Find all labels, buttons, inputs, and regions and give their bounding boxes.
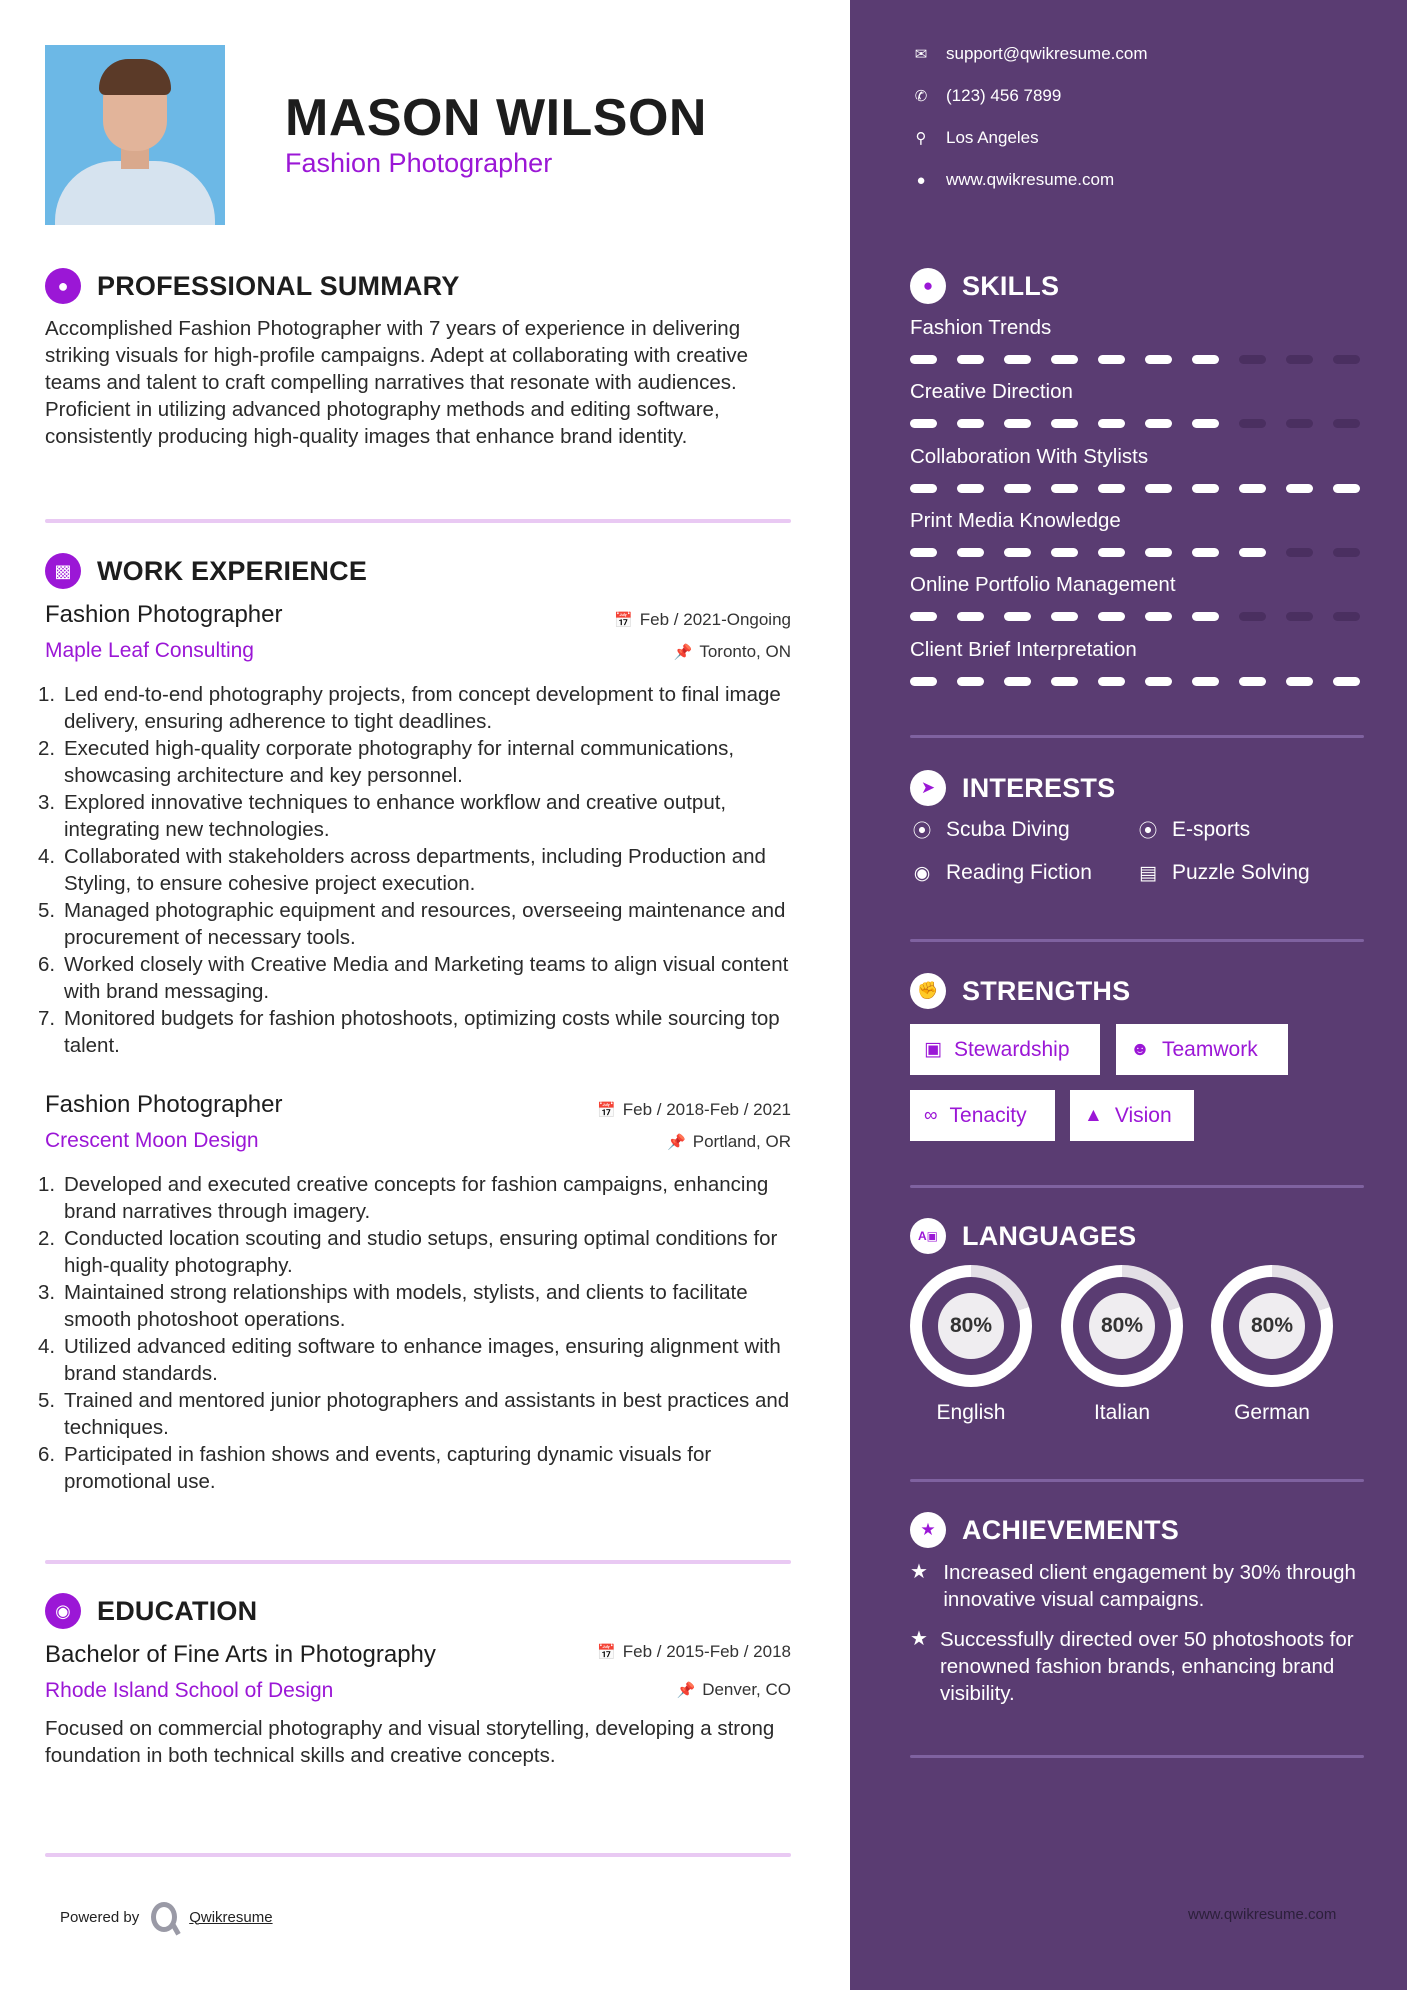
candidate-name: MASON WILSON xyxy=(285,89,707,147)
skill-dot xyxy=(1098,548,1125,557)
lifebuoy-icon: ⦿ xyxy=(1138,821,1158,842)
globe-icon: ● xyxy=(916,171,926,189)
achievement-text: Successfully directed over 50 photoshoots for renowned fashion brands, enhancing brand visibility. xyxy=(939,1628,1354,1705)
sidebar-divider xyxy=(910,1755,1364,1758)
achievement-item xyxy=(910,1626,1370,1707)
skill-name: Client Brief Interpretation xyxy=(910,638,1137,661)
skill-dot xyxy=(1098,355,1125,364)
interest-item xyxy=(910,816,1070,843)
language-name: Italian xyxy=(1093,1401,1151,1424)
education-title: EDUCATION xyxy=(97,1595,258,1626)
language-item xyxy=(1211,1265,1333,1425)
skill-dot xyxy=(1004,355,1031,364)
section-divider xyxy=(45,1560,791,1564)
skill-dot xyxy=(1239,677,1266,686)
skill-dot xyxy=(910,612,937,621)
job-dates xyxy=(614,610,791,630)
skill-name: Print Media Knowledge xyxy=(910,509,1121,532)
skill-dot xyxy=(910,355,937,364)
interest-item xyxy=(1136,816,1250,843)
fist-icon: ✊ xyxy=(910,973,946,1009)
interest-label: Puzzle Solving xyxy=(1172,861,1310,884)
contact-website[interactable] xyxy=(910,170,1114,190)
skill-item xyxy=(910,380,1370,428)
list-item: Utilized advanced editing software to enhance images, ensuring alignment with brand standards. xyxy=(64,1335,781,1385)
qwikresume-link[interactable]: Qwikresume xyxy=(189,1908,273,1926)
photo-shirt xyxy=(55,161,215,225)
translate-icon: A▣ xyxy=(910,1218,946,1254)
phone-icon: ✆ xyxy=(914,88,928,105)
graduate-icon: ◉ xyxy=(45,1593,81,1629)
achievement-text: Increased client engagement by 30% through innovative visual campaigns. xyxy=(943,1561,1356,1611)
skill-dot xyxy=(1192,355,1219,364)
skill-dot xyxy=(957,419,984,428)
school-name: Rhode Island School of Design xyxy=(45,1679,334,1702)
section-divider xyxy=(45,519,791,523)
location-pin-icon: ⚲ xyxy=(915,130,927,147)
skill-dot xyxy=(1192,612,1219,621)
envelope-icon: ✉ xyxy=(914,46,928,63)
calendar-icon: 📅 xyxy=(614,612,633,629)
skill-dot xyxy=(1333,548,1360,557)
skill-dot xyxy=(1192,484,1219,493)
skill-dot xyxy=(1239,484,1266,493)
skill-name: Collaboration With Stylists xyxy=(910,445,1149,468)
language-progress-ring xyxy=(1211,1265,1333,1387)
experience-heading xyxy=(45,553,367,589)
education-dates xyxy=(597,1642,791,1662)
skill-dot xyxy=(1145,612,1172,621)
skill-rating xyxy=(910,612,1370,621)
skill-dot xyxy=(1192,548,1219,557)
education-dates-text: Feb / 2015-Feb / 2018 xyxy=(622,1642,791,1661)
job-dates xyxy=(597,1100,791,1120)
skill-item xyxy=(910,445,1370,493)
skill-dot xyxy=(910,419,937,428)
language-item xyxy=(910,1265,1032,1425)
list-item: Monitored budgets for fashion photoshoots, optimizing costs while sourcing top talent. xyxy=(64,1007,780,1057)
list-item: Managed photographic equipment and resources, overseeing maintenance and procurement of necessary tools. xyxy=(64,899,786,949)
education-heading xyxy=(45,1593,257,1629)
pushpin-icon: 📌 xyxy=(673,644,693,661)
paper-plane-icon: ➤ xyxy=(910,770,946,806)
skill-dot xyxy=(1333,419,1360,428)
interests-heading xyxy=(910,770,1115,806)
briefcase-icon: ▣ xyxy=(924,1039,942,1060)
skill-dot xyxy=(1286,419,1313,428)
job-dates-text: Feb / 2018-Feb / 2021 xyxy=(622,1100,791,1119)
skill-dot xyxy=(1145,548,1172,557)
pushpin-icon: 📌 xyxy=(667,1134,686,1151)
strength-chip xyxy=(910,1024,1100,1075)
skill-dot xyxy=(1051,355,1078,364)
office-chair-icon: ▩ xyxy=(45,553,81,589)
sidebar-divider xyxy=(910,735,1364,738)
list-item: Participated in fashion shows and events, capturing dynamic visuals for promotional use. xyxy=(64,1443,712,1493)
language-name: German xyxy=(1234,1401,1310,1424)
achievements-title: ACHIEVEMENTS xyxy=(962,1514,1179,1545)
skill-dot xyxy=(910,484,937,493)
list-item: Developed and executed creative concepts for fashion campaigns, enhancing brand narratives through imagery. xyxy=(64,1173,769,1223)
language-name: English xyxy=(936,1401,1006,1424)
sidebar-divider xyxy=(910,1185,1364,1188)
contact-location-text: Los Angeles xyxy=(946,128,1039,147)
list-item: Conducted location scouting and studio setups, ensuring optimal conditions for high-quality photography. xyxy=(64,1227,778,1277)
skill-name: Creative Direction xyxy=(910,380,1073,403)
calendar-icon: 📅 xyxy=(597,1102,616,1119)
qwikresume-logo-icon xyxy=(151,1902,177,1932)
skills-heading xyxy=(910,268,1059,304)
gamepad-icon: ◉ xyxy=(913,862,931,884)
skill-dot xyxy=(1286,484,1313,493)
list-item: Explored innovative techniques to enhance workflow and creative output, integrating new technologies. xyxy=(64,791,727,841)
skill-rating xyxy=(910,677,1370,686)
summary-heading xyxy=(45,268,460,304)
strength-label: Vision xyxy=(1114,1103,1172,1127)
shooting-star-icon: ★ xyxy=(910,1628,928,1650)
skill-rating xyxy=(910,355,1370,364)
language-percent: 80% xyxy=(1089,1293,1155,1359)
languages-title: LANGUAGES xyxy=(962,1220,1137,1251)
skill-dot xyxy=(1333,355,1360,364)
skill-dot xyxy=(1286,355,1313,364)
skill-dot xyxy=(1192,677,1219,686)
contact-website-text: www.qwikresume.com xyxy=(946,170,1115,189)
skill-rating xyxy=(910,484,1370,493)
degree-title: Bachelor of Fine Arts in Photography xyxy=(45,1641,436,1668)
skill-dot xyxy=(1145,677,1172,686)
skill-dot xyxy=(1286,548,1313,557)
job-location xyxy=(674,642,791,662)
skill-item xyxy=(910,316,1370,364)
pushpin-icon: 📌 xyxy=(676,1682,696,1699)
lifebuoy-icon: ⦿ xyxy=(912,821,932,842)
interest-item xyxy=(910,861,1092,885)
skill-dot xyxy=(1192,419,1219,428)
list-item: Led end-to-end photography projects, from concept development to final image delivery, ensuring adherence to tight deadlines. xyxy=(64,683,781,733)
skill-dot xyxy=(1051,484,1078,493)
shooting-star-icon: ★ xyxy=(910,1512,946,1548)
skill-dot xyxy=(1004,484,1031,493)
language-item xyxy=(1061,1265,1183,1425)
skill-dot xyxy=(1145,484,1172,493)
skill-dot xyxy=(1145,355,1172,364)
strength-label: Stewardship xyxy=(953,1037,1070,1061)
summary-text: Accomplished Fashion Photographer with 7 years of experience in delivering striking visuals for high-profile campaigns. Adept at collaborating with creative teams and talent to craft compelling narratives that resonate with audiences. Proficient in utilizing advanced photography methods and editing software, consistently producing high-quality images that enhance brand identity. xyxy=(45,317,749,448)
summary-title: PROFESSIONAL SUMMARY xyxy=(97,270,460,301)
skill-dot xyxy=(1051,548,1078,557)
contact-location xyxy=(910,128,1039,148)
strength-label: Tenacity xyxy=(949,1103,1027,1127)
strengths-title: STRENGTHS xyxy=(962,975,1131,1006)
skill-dot xyxy=(957,355,984,364)
skills-title: SKILLS xyxy=(962,270,1060,301)
skill-dot xyxy=(1098,677,1125,686)
skill-dot xyxy=(1004,612,1031,621)
strength-chip xyxy=(1070,1090,1194,1141)
interest-label: E-sports xyxy=(1172,817,1251,841)
experience-title: WORK EXPERIENCE xyxy=(97,555,368,586)
skill-dot xyxy=(910,548,937,557)
photo-hair xyxy=(99,59,171,95)
book-icon: ▤ xyxy=(1139,862,1157,884)
skill-item xyxy=(910,509,1370,557)
job-bullets xyxy=(38,681,800,1059)
interests-title: INTERESTS xyxy=(962,772,1116,803)
list-item: Worked closely with Creative Media and Marketing teams to align visual content with brand messaging. xyxy=(64,953,789,1003)
job-title: Fashion Photographer xyxy=(45,601,283,628)
skill-dot xyxy=(957,548,984,557)
skill-item xyxy=(910,638,1370,686)
languages-heading xyxy=(910,1218,1136,1254)
education-location xyxy=(677,1680,792,1700)
job-bullets xyxy=(38,1171,800,1495)
binoculars-icon: ▲ xyxy=(1084,1104,1103,1126)
skill-rating xyxy=(910,419,1370,428)
skill-dot xyxy=(1286,612,1313,621)
section-divider xyxy=(45,1853,791,1857)
skill-dot xyxy=(910,677,937,686)
language-progress-ring xyxy=(1061,1265,1183,1387)
sidebar-divider xyxy=(910,1479,1364,1482)
skill-dot xyxy=(1004,548,1031,557)
job-location-text: Toronto, ON xyxy=(699,642,791,661)
contact-phone[interactable] xyxy=(910,86,1061,106)
achievement-item xyxy=(910,1559,1370,1613)
contact-phone-text: (123) 456 7899 xyxy=(946,86,1062,105)
achievements-heading xyxy=(910,1512,1179,1548)
candidate-title: Fashion Photographer xyxy=(285,148,553,178)
education-location-text: Denver, CO xyxy=(702,1680,791,1699)
skill-name: Online Portfolio Management xyxy=(910,573,1176,596)
powered-by-label: Powered by xyxy=(60,1908,140,1926)
list-item: Collaborated with stakeholders across departments, including Production and Styling, to ensure cohesive project execution. xyxy=(64,845,766,895)
skill-dot xyxy=(1145,419,1172,428)
skill-dot xyxy=(1051,677,1078,686)
lightbulb-icon: ● xyxy=(910,268,946,304)
skill-dot xyxy=(1239,548,1266,557)
skill-dot xyxy=(1239,355,1266,364)
list-item: Executed high-quality corporate photography for internal communications, showcasing architecture and key personnel. xyxy=(64,737,735,787)
profile-photo xyxy=(45,45,225,225)
user-icon: ● xyxy=(45,268,81,304)
language-percent: 80% xyxy=(938,1293,1004,1359)
sidebar-divider xyxy=(910,939,1364,942)
skill-item xyxy=(910,573,1370,621)
shooting-star-icon: ★ xyxy=(910,1561,928,1583)
skill-name: Fashion Trends xyxy=(910,316,1052,339)
job-company: Maple Leaf Consulting xyxy=(45,639,254,662)
powered-by xyxy=(60,1902,273,1932)
calendar-icon: 📅 xyxy=(597,1644,616,1661)
strength-label: Teamwork xyxy=(1162,1037,1258,1061)
skill-dot xyxy=(1004,677,1031,686)
skill-dot xyxy=(1333,612,1360,621)
link-icon: ∞ xyxy=(924,1104,938,1126)
skill-dot xyxy=(1333,484,1360,493)
language-progress-ring xyxy=(910,1265,1032,1387)
contact-email-text: support@qwikresume.com xyxy=(946,44,1148,63)
skill-dot xyxy=(1333,677,1360,686)
skill-dot xyxy=(1239,419,1266,428)
interest-item xyxy=(1136,861,1310,885)
skill-dot xyxy=(957,484,984,493)
skill-dot xyxy=(957,612,984,621)
list-item: Trained and mentored junior photographers and assistants in best practices and techniques. xyxy=(64,1389,790,1439)
job-dates-text: Feb / 2021-Ongoing xyxy=(639,610,791,629)
skill-dot xyxy=(1098,612,1125,621)
skill-dot xyxy=(1051,419,1078,428)
strengths-heading xyxy=(910,973,1130,1009)
language-percent: 80% xyxy=(1239,1293,1305,1359)
contact-email[interactable] xyxy=(910,44,1148,64)
list-item: Maintained strong relationships with models, stylists, and clients to facilitate smooth photoshoot operations. xyxy=(64,1281,748,1331)
skill-dot xyxy=(1051,612,1078,621)
footer-website[interactable]: www.qwikresume.com xyxy=(1188,1906,1337,1923)
strength-chip xyxy=(1116,1024,1288,1075)
skill-rating xyxy=(910,548,1370,557)
skill-dot xyxy=(1004,419,1031,428)
team-icon: ☻ xyxy=(1130,1038,1150,1060)
skill-dot xyxy=(1239,612,1266,621)
job-location-text: Portland, OR xyxy=(692,1132,791,1151)
interest-label: Reading Fiction xyxy=(946,861,1092,884)
interest-label: Scuba Diving xyxy=(946,817,1070,841)
skill-dot xyxy=(1098,419,1125,428)
skill-dot xyxy=(1098,484,1125,493)
strength-chip xyxy=(910,1090,1055,1141)
skill-dot xyxy=(957,677,984,686)
skill-dot xyxy=(1286,677,1313,686)
education-description: Focused on commercial photography and visual storytelling, developing a strong foundation in both technical skills and creative concepts. xyxy=(45,1717,775,1767)
job-company: Crescent Moon Design xyxy=(45,1129,259,1152)
job-location xyxy=(667,1132,791,1152)
job-title: Fashion Photographer xyxy=(45,1091,283,1118)
